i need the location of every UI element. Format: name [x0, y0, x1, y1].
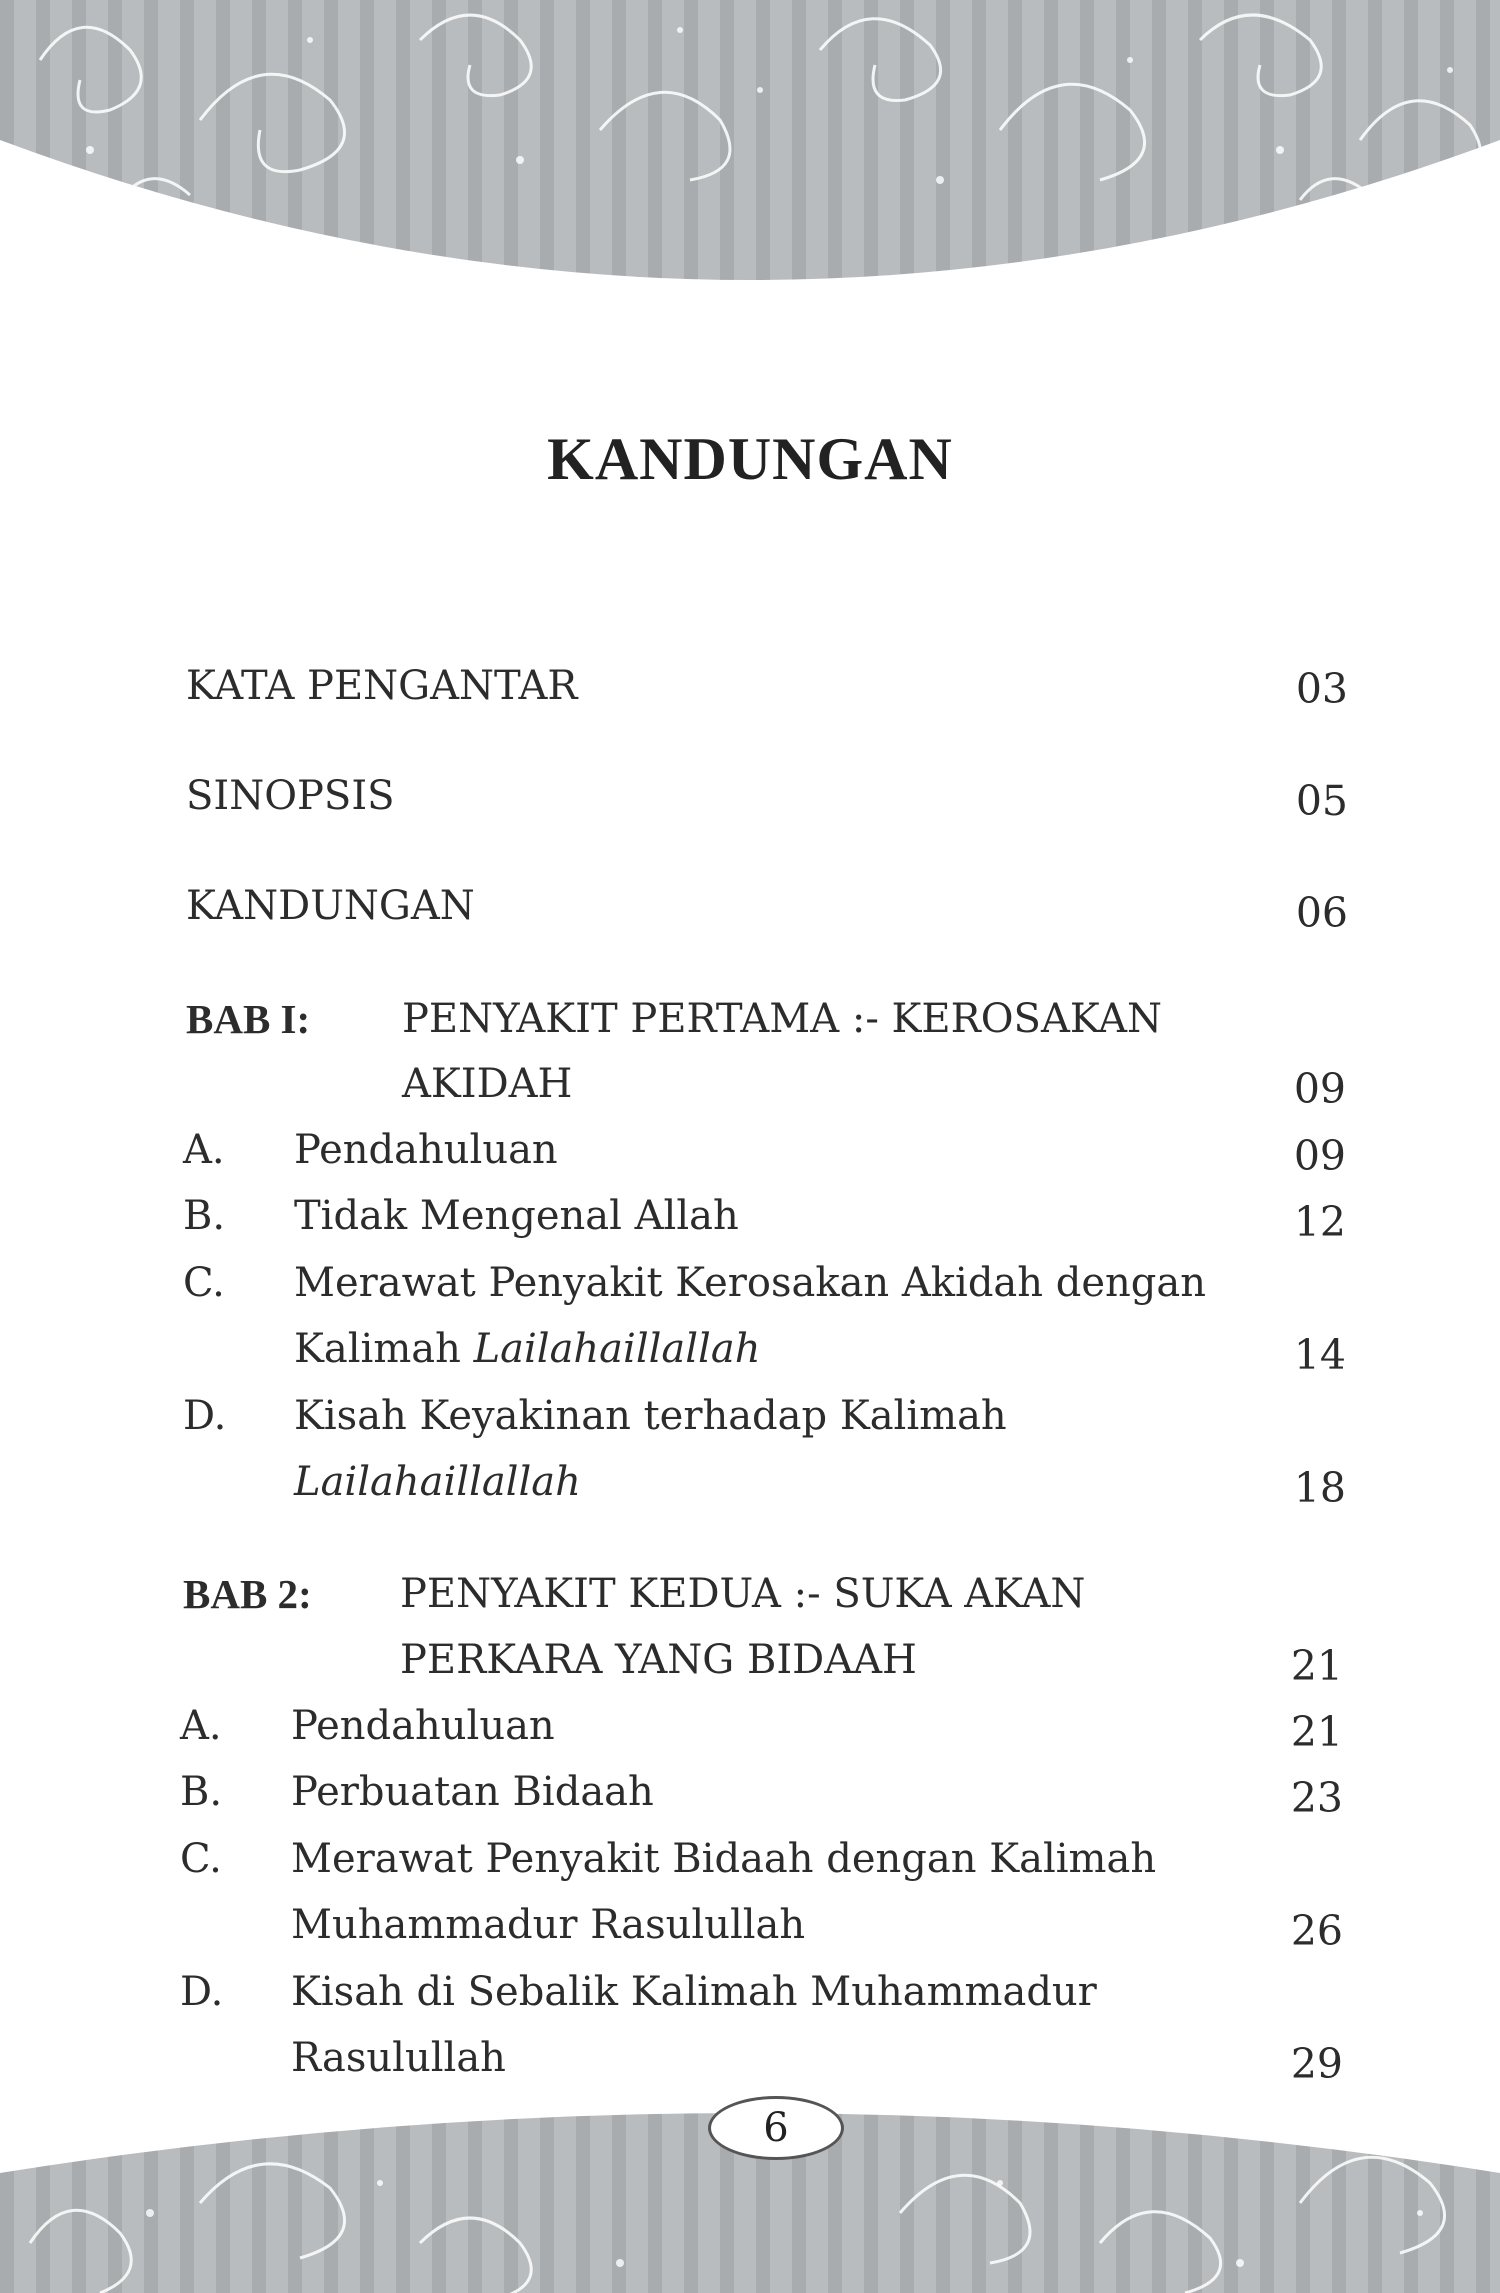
bab2-item-d-page: 29: [1290, 2040, 1343, 2088]
bab2-title-line1: PENYAKIT KEDUA :- SUKA AKAN: [400, 1571, 1086, 1617]
toc-page-kandungan: 06: [1295, 889, 1348, 937]
page-number: 6: [763, 2105, 789, 2151]
toc-page-kata-pengantar: 03: [1295, 665, 1348, 713]
bab1-title-line1: PENYAKIT PERTAMA :- KEROSAKAN: [402, 996, 1162, 1042]
bab1-item-c-title-line1: Merawat Penyakit Kerosakan Akidah dengan: [294, 1260, 1207, 1306]
page-title: KANDUNGAN: [547, 426, 953, 492]
page-number-badge: [708, 2096, 844, 2160]
bab1-item-c-prefix: Kalimah: [294, 1326, 474, 1372]
toc-label-sinopsis: SINOPSIS: [186, 773, 395, 819]
bab2-item-a-title: Pendahuluan: [291, 1703, 555, 1749]
toc-label-kata-pengantar: KATA PENGANTAR: [186, 663, 578, 709]
bab2-item-c-page: 26: [1290, 1907, 1343, 1955]
bab2-item-d-title-line2: Rasulullah: [291, 2035, 506, 2081]
bab1-item-b-letter: B.: [183, 1193, 226, 1239]
bab1-title-line2: AKIDAH: [402, 1061, 573, 1107]
toc-label-kandungan: KANDUNGAN: [186, 883, 475, 929]
bab1-item-d-letter: D.: [183, 1393, 227, 1439]
bab2-item-d-letter: D.: [180, 1969, 224, 2015]
bab1-item-c-title-line2: [294, 1325, 760, 1373]
bab2-item-b-title: Perbuatan Bidaah: [291, 1769, 654, 1815]
bab1-item-c-page: 14: [1293, 1331, 1346, 1379]
bab1-label: BAB I: [186, 996, 297, 1042]
bab2-item-b-page: 23: [1290, 1774, 1343, 1822]
bab2-item-c-title-line2: Muhammadur Rasulullah: [291, 1902, 806, 1948]
bab2-item-a-letter: A.: [180, 1703, 222, 1749]
bab2-heading: BAB 2:: [183, 1571, 312, 1617]
bab2-item-d-title-line1: Kisah di Sebalik Kalimah Muhammadur: [291, 1969, 1097, 2015]
bab1-item-c-letter: C.: [183, 1260, 225, 1306]
bab1-item-a-letter: A.: [183, 1127, 225, 1173]
bab2-page: 21: [1290, 1642, 1343, 1690]
bab2-item-c-title-line1: Merawat Penyakit Bidaah dengan Kalimah: [291, 1836, 1157, 1882]
bab2-item-b-letter: B.: [180, 1769, 223, 1815]
bab1-heading: BAB I:: [186, 996, 311, 1042]
bab1-item-d-title-line1: Kisah Keyakinan terhadap Kalimah: [294, 1393, 1007, 1439]
bab1-item-d-page: 18: [1293, 1464, 1346, 1512]
bab1-page: 09: [1293, 1065, 1346, 1113]
bab1-item-c-italic: Lailahaillallah: [473, 1326, 761, 1372]
bab1-item-a-title: Pendahuluan: [294, 1127, 558, 1173]
toc-page-sinopsis: 05: [1295, 777, 1348, 825]
bab1-item-a-page: 09: [1293, 1132, 1346, 1180]
bab2-item-c-letter: C.: [180, 1836, 222, 1882]
bab2-label: BAB 2: [183, 1571, 299, 1617]
bab2-item-a-page: 21: [1290, 1708, 1343, 1756]
bab2-title-line2: PERKARA YANG BIDAAH: [400, 1637, 917, 1683]
bab1-item-b-title: Tidak Mengenal Allah: [294, 1193, 739, 1239]
top-ornament-band: [0, 0, 1500, 310]
bab1-item-b-page: 12: [1293, 1198, 1346, 1246]
bab1-item-d-title-line2: Lailahaillallah: [294, 1459, 581, 1505]
